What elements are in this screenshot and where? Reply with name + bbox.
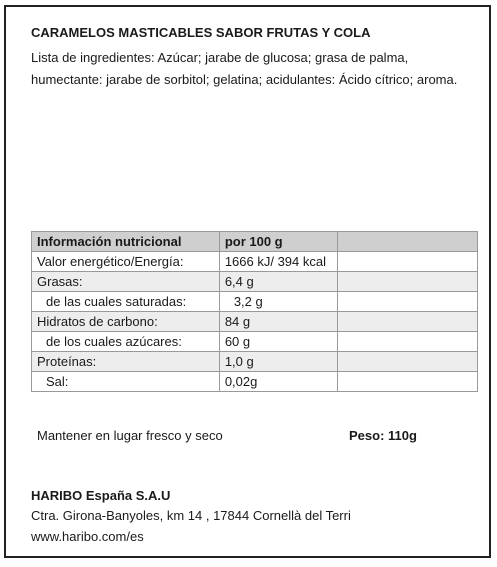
- nutrient-value: 60 g: [219, 332, 337, 352]
- table-row: [32, 312, 478, 332]
- company-name: HARIBO España S.A.U: [31, 488, 171, 503]
- table-row: [32, 252, 478, 272]
- nutrient-value: 1666 kJ/ 394 kcal: [219, 252, 337, 272]
- nutrient-extra: [337, 272, 477, 292]
- nutrient-extra: [337, 372, 477, 392]
- product-label: [4, 5, 491, 558]
- nutrition-header-extra: [337, 232, 477, 252]
- nutrient-label: Proteínas:: [32, 352, 220, 372]
- nutrient-label: Valor energético/Energía:: [32, 252, 220, 272]
- nutrition-header-row: [32, 232, 478, 252]
- table-row: [32, 352, 478, 372]
- nutrient-extra: [337, 332, 477, 352]
- nutrient-value: 1,0 g: [219, 352, 337, 372]
- nutrient-extra: [337, 292, 477, 312]
- nutrient-value: 6,4 g: [219, 272, 337, 292]
- nutrition-table: [31, 231, 478, 392]
- nutrient-label: Hidratos de carbono:: [32, 312, 220, 332]
- company-address: Ctra. Girona-Banyoles, km 14 , 17844 Cornellà del Terri: [31, 508, 351, 523]
- table-row: [32, 292, 478, 312]
- nutrient-label: de los cuales azúcares:: [32, 332, 220, 352]
- table-row: [32, 332, 478, 352]
- nutrient-extra: [337, 352, 477, 372]
- nutrition-header-per: por 100 g: [219, 232, 337, 252]
- nutrient-value: 3,2 g: [219, 292, 337, 312]
- table-row: [32, 372, 478, 392]
- ingredients-list: Lista de ingredientes: Azúcar; jarabe de glucosa; grasa de palma, humectante: jarabe de sorbitol; gelatina; acidulantes: Ácido cítrico; aroma.: [31, 50, 458, 87]
- nutrition-header-label: Información nutricional: [32, 232, 220, 252]
- nutrient-label: Grasas:: [32, 272, 220, 292]
- nutrient-label: Sal:: [32, 372, 220, 392]
- nutrient-label: de las cuales saturadas:: [32, 292, 220, 312]
- net-weight: Peso: 110g: [349, 428, 417, 443]
- product-title: CARAMELOS MASTICABLES SABOR FRUTAS Y COLA: [31, 25, 371, 40]
- nutrient-value: 0,02g: [219, 372, 337, 392]
- table-row: [32, 272, 478, 292]
- nutrient-extra: [337, 312, 477, 332]
- storage-instructions: Mantener en lugar fresco y seco: [37, 428, 223, 443]
- nutrient-extra: [337, 252, 477, 272]
- company-website: www.haribo.com/es: [31, 529, 144, 544]
- nutrient-value: 84 g: [219, 312, 337, 332]
